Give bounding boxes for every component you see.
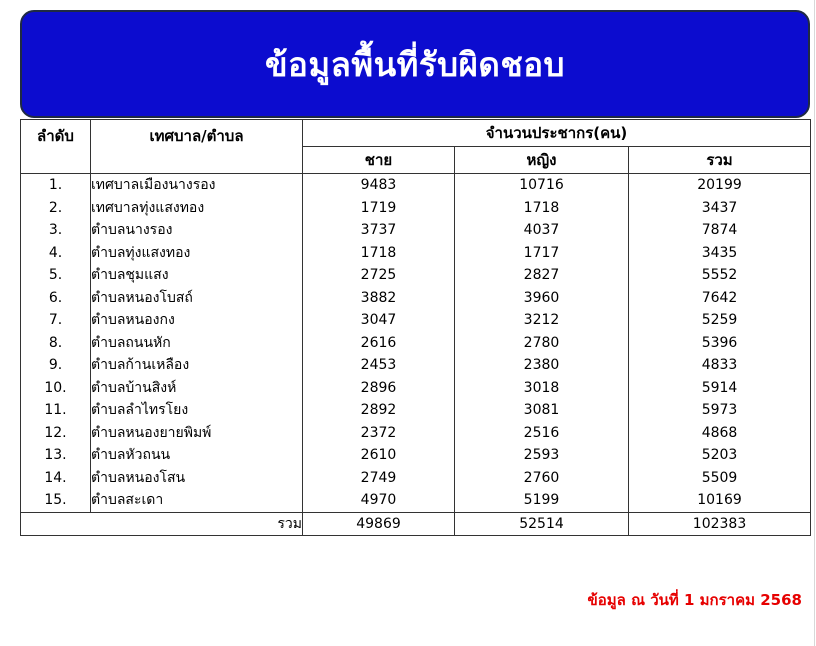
- row-male: 3737: [303, 219, 455, 242]
- row-index: 2.: [21, 197, 91, 220]
- header-name: เทศบาล/ตำบล: [91, 120, 303, 174]
- row-name: เทศบาลเมืองนางรอง: [91, 174, 303, 197]
- row-index: 12.: [21, 422, 91, 445]
- row-total: 4833: [629, 354, 811, 377]
- row-total: 5552: [629, 264, 811, 287]
- row-female: 2827: [455, 264, 629, 287]
- row-male: 2616: [303, 332, 455, 355]
- row-name: ตำบลนางรอง: [91, 219, 303, 242]
- row-male: 3882: [303, 287, 455, 310]
- row-female: 2760: [455, 467, 629, 490]
- table-row: [21, 467, 811, 490]
- table-row: [21, 264, 811, 287]
- row-name: ตำบลบ้านสิงห์: [91, 377, 303, 400]
- row-male: 2372: [303, 422, 455, 445]
- row-male: 2453: [303, 354, 455, 377]
- table-row: [21, 489, 811, 512]
- table-row: [21, 309, 811, 332]
- row-index: 5.: [21, 264, 91, 287]
- row-total: 5259: [629, 309, 811, 332]
- row-total: 5203: [629, 444, 811, 467]
- row-index: 9.: [21, 354, 91, 377]
- table-row: [21, 219, 811, 242]
- row-total: 5914: [629, 377, 811, 400]
- table-row: [21, 197, 811, 220]
- row-female: 3960: [455, 287, 629, 310]
- header-population: จำนวนประชากร(คน): [303, 120, 811, 147]
- row-male: 9483: [303, 174, 455, 197]
- row-total: 7642: [629, 287, 811, 310]
- banner-title: ข้อมูลพื้นที่รับผิดชอบ: [264, 44, 566, 84]
- row-male: 2749: [303, 467, 455, 490]
- row-name: ตำบลหนองโสน: [91, 467, 303, 490]
- header-male: ชาย: [303, 147, 455, 174]
- row-total: 4868: [629, 422, 811, 445]
- row-male: 2896: [303, 377, 455, 400]
- row-female: 3018: [455, 377, 629, 400]
- table-row: [21, 444, 811, 467]
- row-name: ตำบลสะเดา: [91, 489, 303, 512]
- row-index: 8.: [21, 332, 91, 355]
- row-index: 13.: [21, 444, 91, 467]
- row-name: เทศบาลทุ่งแสงทอง: [91, 197, 303, 220]
- header-female: หญิง: [455, 147, 629, 174]
- row-name: ตำบลลำไทรโยง: [91, 399, 303, 422]
- header-total: รวม: [629, 147, 811, 174]
- row-male: 4970: [303, 489, 455, 512]
- total-all: 102383: [629, 512, 811, 536]
- table-row: [21, 242, 811, 265]
- row-female: 2593: [455, 444, 629, 467]
- row-female: 4037: [455, 219, 629, 242]
- table-row: [21, 332, 811, 355]
- row-female: 2380: [455, 354, 629, 377]
- row-male: 3047: [303, 309, 455, 332]
- row-name: ตำบลชุมแสง: [91, 264, 303, 287]
- row-female: 10716: [455, 174, 629, 197]
- row-male: 1719: [303, 197, 455, 220]
- row-name: ตำบลทุ่งแสงทอง: [91, 242, 303, 265]
- total-female: 52514: [455, 512, 629, 536]
- total-male: 49869: [303, 512, 455, 536]
- row-index: 10.: [21, 377, 91, 400]
- row-male: 2725: [303, 264, 455, 287]
- row-total: 7874: [629, 219, 811, 242]
- row-female: 1718: [455, 197, 629, 220]
- row-female: 5199: [455, 489, 629, 512]
- row-total: 3435: [629, 242, 811, 265]
- table-row: [21, 174, 811, 197]
- row-name: ตำบลหนองกง: [91, 309, 303, 332]
- row-male: 2610: [303, 444, 455, 467]
- row-total: 3437: [629, 197, 811, 220]
- row-name: ตำบลหนองโบสถ์: [91, 287, 303, 310]
- total-row: [21, 512, 811, 536]
- row-index: 7.: [21, 309, 91, 332]
- table-row: [21, 399, 811, 422]
- row-male: 1718: [303, 242, 455, 265]
- row-index: 6.: [21, 287, 91, 310]
- header-order: ลำดับ: [21, 120, 91, 174]
- row-name: ตำบลก้านเหลือง: [91, 354, 303, 377]
- row-name: ตำบลหนองยายพิมพ์: [91, 422, 303, 445]
- data-date-note: ข้อมูล ณ วันที่ 1 มกราคม 2568: [587, 591, 802, 609]
- row-female: 2516: [455, 422, 629, 445]
- title-banner: [20, 10, 810, 118]
- row-female: 2780: [455, 332, 629, 355]
- table-row: [21, 354, 811, 377]
- row-index: 1.: [21, 174, 91, 197]
- row-index: 4.: [21, 242, 91, 265]
- row-female: 1717: [455, 242, 629, 265]
- table-row: [21, 422, 811, 445]
- row-index: 14.: [21, 467, 91, 490]
- row-female: 3081: [455, 399, 629, 422]
- table-row: [21, 377, 811, 400]
- row-index: 3.: [21, 219, 91, 242]
- row-male: 2892: [303, 399, 455, 422]
- row-total: 20199: [629, 174, 811, 197]
- table-body: [21, 174, 811, 513]
- row-total: 5396: [629, 332, 811, 355]
- population-table: [20, 119, 811, 536]
- total-label: รวม: [21, 512, 303, 536]
- table-row: [21, 287, 811, 310]
- row-index: 11.: [21, 399, 91, 422]
- row-name: ตำบลถนนหัก: [91, 332, 303, 355]
- row-index: 15.: [21, 489, 91, 512]
- row-total: 10169: [629, 489, 811, 512]
- row-total: 5973: [629, 399, 811, 422]
- row-female: 3212: [455, 309, 629, 332]
- row-name: ตำบลหัวถนน: [91, 444, 303, 467]
- row-total: 5509: [629, 467, 811, 490]
